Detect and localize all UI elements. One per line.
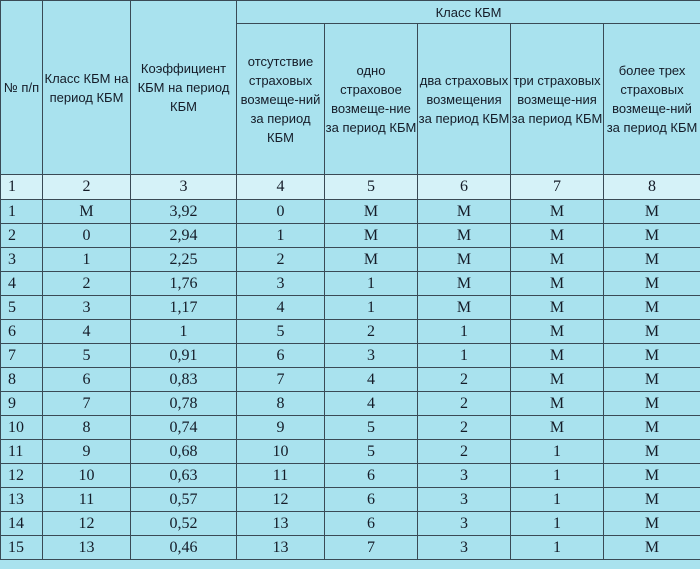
table-cell: 0,63 [131, 464, 237, 488]
table-body [1, 175, 700, 560]
table-cell: 3,92 [131, 200, 237, 224]
table-cell: 6 [325, 512, 418, 536]
table-row [1, 200, 700, 224]
table-cell: М [511, 320, 604, 344]
table-cell: 0,78 [131, 392, 237, 416]
table-cell: 2 [418, 392, 511, 416]
table-cell: 11 [1, 440, 43, 464]
table-cell: 12 [237, 488, 325, 512]
table-cell: М [604, 272, 700, 296]
table-cell: 1 [418, 344, 511, 368]
table-row [1, 272, 700, 296]
table-cell: М [604, 536, 700, 560]
table-cell: 5 [237, 320, 325, 344]
table-cell: М [511, 224, 604, 248]
table-row [1, 512, 700, 536]
table-cell: 0,91 [131, 344, 237, 368]
table-cell: 3 [418, 536, 511, 560]
column-number-row [1, 175, 700, 200]
table-cell: 5 [1, 296, 43, 320]
table-cell: 1 [1, 200, 43, 224]
table-cell: 1 [418, 320, 511, 344]
table-cell: М [511, 296, 604, 320]
header-more-claims: более трех страховых возмеще-ний за период КБМ [604, 24, 700, 175]
table-cell: 1 [511, 488, 604, 512]
table-cell: 4 [1, 272, 43, 296]
table-cell: 11 [43, 488, 131, 512]
table-cell: М [604, 296, 700, 320]
table-cell: 1 [511, 464, 604, 488]
table-cell: 9 [1, 392, 43, 416]
table-cell: 9 [43, 440, 131, 464]
table-cell: 3 [43, 296, 131, 320]
table-cell: 3 [418, 464, 511, 488]
table-cell: 8 [604, 175, 700, 200]
table-row [1, 320, 700, 344]
table-cell: 0,57 [131, 488, 237, 512]
table-cell: 11 [237, 464, 325, 488]
table-cell: М [604, 344, 700, 368]
table-cell: 0,83 [131, 368, 237, 392]
table-cell: 3 [131, 175, 237, 200]
table-cell: 12 [43, 512, 131, 536]
table-cell: 2,25 [131, 248, 237, 272]
table-cell: 13 [237, 512, 325, 536]
header-two-claims: два страховых возмещения за период КБМ [418, 24, 511, 175]
table-cell: 14 [1, 512, 43, 536]
table-cell: М [511, 200, 604, 224]
table-cell: 4 [325, 368, 418, 392]
table-cell: М [418, 272, 511, 296]
table-row [1, 392, 700, 416]
table-cell: М [418, 248, 511, 272]
table-cell: 1 [511, 536, 604, 560]
table-cell: 0 [237, 200, 325, 224]
table-row [1, 488, 700, 512]
table-cell: 1 [511, 512, 604, 536]
table-cell: М [604, 464, 700, 488]
table-cell: М [604, 392, 700, 416]
table-cell: 3 [418, 488, 511, 512]
table-cell: М [418, 200, 511, 224]
table-cell: 1 [43, 248, 131, 272]
table-cell: 8 [43, 416, 131, 440]
table-cell: 0 [43, 224, 131, 248]
table-cell: М [511, 248, 604, 272]
table-cell: М [325, 200, 418, 224]
table-cell: М [604, 512, 700, 536]
table-cell: 2,94 [131, 224, 237, 248]
table-row [1, 368, 700, 392]
table-cell: 2 [43, 175, 131, 200]
table-cell: 7 [43, 392, 131, 416]
table-cell: 6 [325, 488, 418, 512]
table-cell: 3 [237, 272, 325, 296]
table-cell: 2 [1, 224, 43, 248]
table-cell: М [604, 488, 700, 512]
table-cell: 7 [325, 536, 418, 560]
table-cell: 4 [237, 296, 325, 320]
table-cell: 1 [511, 440, 604, 464]
table-cell: 5 [325, 416, 418, 440]
table-cell: М [604, 200, 700, 224]
table-cell: 1 [1, 175, 43, 200]
table-cell: 1 [325, 296, 418, 320]
table-cell: М [604, 368, 700, 392]
table-cell: 7 [511, 175, 604, 200]
table-row [1, 536, 700, 560]
table-cell: 5 [325, 175, 418, 200]
table-cell: 9 [237, 416, 325, 440]
table-cell: 13 [1, 488, 43, 512]
header-one-claim: одно страховое возмеще-ние за период КБМ [325, 24, 418, 175]
header-three-claims: три страховых возмеще-ния за период КБМ [511, 24, 604, 175]
table-row [1, 296, 700, 320]
table-cell: 3 [1, 248, 43, 272]
table-cell: 12 [1, 464, 43, 488]
table-cell: 0,68 [131, 440, 237, 464]
table-cell: М [604, 440, 700, 464]
table-cell: 7 [1, 344, 43, 368]
table-cell: 10 [1, 416, 43, 440]
header-number: № п/п [1, 1, 43, 175]
table-cell: 0,52 [131, 512, 237, 536]
table-cell: 10 [43, 464, 131, 488]
table-cell: 1 [131, 320, 237, 344]
table-cell: 5 [43, 344, 131, 368]
table-cell: 8 [1, 368, 43, 392]
header-class-period: Класс КБМ на период КБМ [43, 1, 131, 175]
table-cell: 0,46 [131, 536, 237, 560]
table-row [1, 464, 700, 488]
table-cell: 1,17 [131, 296, 237, 320]
table-cell: 2 [418, 440, 511, 464]
table-cell: 15 [1, 536, 43, 560]
table-row [1, 416, 700, 440]
table-cell: 7 [237, 368, 325, 392]
table-cell: М [418, 296, 511, 320]
table-row [1, 224, 700, 248]
table-cell: 10 [237, 440, 325, 464]
table-cell: 3 [418, 512, 511, 536]
table-cell: 2 [237, 248, 325, 272]
table-row [1, 248, 700, 272]
table-cell: М [511, 272, 604, 296]
table-cell: 8 [237, 392, 325, 416]
table-cell: М [511, 368, 604, 392]
table-cell: М [604, 320, 700, 344]
table-cell: 1 [325, 272, 418, 296]
table-cell: 13 [43, 536, 131, 560]
table-cell: М [325, 248, 418, 272]
table-cell: 1,76 [131, 272, 237, 296]
table-cell: М [418, 224, 511, 248]
table-cell: 2 [43, 272, 131, 296]
table-cell: 2 [325, 320, 418, 344]
table-cell: 4 [43, 320, 131, 344]
table-cell: 0,74 [131, 416, 237, 440]
header-class-group: Класс КБМ [237, 1, 700, 24]
table-cell: 3 [325, 344, 418, 368]
table-cell: М [604, 224, 700, 248]
table-cell: 6 [43, 368, 131, 392]
table-cell: 4 [237, 175, 325, 200]
header-coefficient: Коэффициент КБМ на период КБМ [131, 1, 237, 175]
table-cell: М [511, 416, 604, 440]
table-row [1, 344, 700, 368]
table-row [1, 440, 700, 464]
table-cell: М [604, 248, 700, 272]
table-cell: 2 [418, 416, 511, 440]
table-cell: М [511, 392, 604, 416]
table-cell: 1 [237, 224, 325, 248]
table-cell: 2 [418, 368, 511, 392]
header-zero-claims: отсутствие страховых возмеще-ний за период КБМ [237, 24, 325, 175]
table-cell: 5 [325, 440, 418, 464]
table-cell: М [43, 200, 131, 224]
table-cell: М [604, 416, 700, 440]
table-cell: 6 [1, 320, 43, 344]
table-cell: М [325, 224, 418, 248]
table-cell: 13 [237, 536, 325, 560]
table-cell: 6 [418, 175, 511, 200]
table-cell: М [511, 344, 604, 368]
table-cell: 6 [237, 344, 325, 368]
table-cell: 6 [325, 464, 418, 488]
table-cell: 4 [325, 392, 418, 416]
